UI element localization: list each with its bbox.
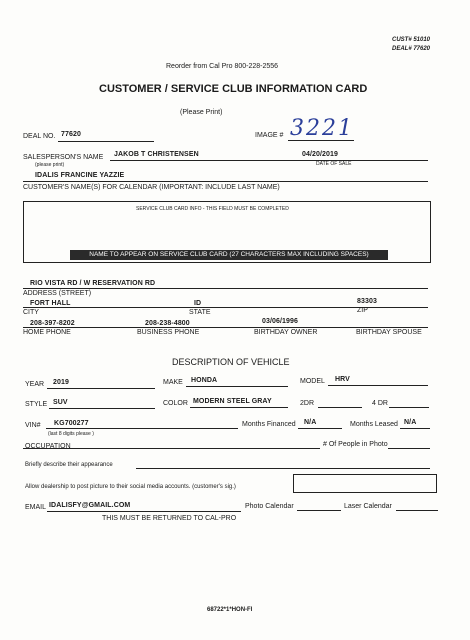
salesperson-label: SALESPERSON'S NAME bbox=[23, 154, 104, 161]
business-phone-label: BUSINESS PHONE bbox=[137, 329, 200, 336]
people-in-photo-line[interactable] bbox=[388, 448, 430, 449]
make-line bbox=[186, 386, 288, 387]
customer-line bbox=[23, 181, 428, 182]
email-line bbox=[47, 511, 241, 512]
color-line bbox=[190, 407, 288, 408]
occupation-label: OCCUPATION bbox=[25, 443, 71, 450]
laser-calendar-line[interactable] bbox=[396, 510, 438, 511]
city-label: CITY bbox=[23, 309, 39, 316]
style-value[interactable]: SUV bbox=[53, 399, 68, 406]
image-label: IMAGE # bbox=[255, 132, 284, 139]
form-title: CUSTOMER / SERVICE CLUB INFORMATION CARD bbox=[99, 83, 368, 95]
vin-value[interactable]: KG700277 bbox=[54, 420, 89, 427]
deal-value[interactable]: 77620 bbox=[61, 131, 81, 138]
vin-label: VIN# bbox=[25, 422, 41, 429]
make-value[interactable]: HONDA bbox=[191, 377, 218, 384]
deal-label: DEAL NO. bbox=[23, 133, 56, 140]
color-value[interactable]: MODERN STEEL GRAY bbox=[193, 398, 272, 405]
zip-label: ZIP bbox=[357, 307, 368, 314]
people-in-photo-label: # Of People in Photo bbox=[323, 441, 388, 448]
style-label: STYLE bbox=[25, 401, 48, 408]
city-value[interactable]: FORT HALL bbox=[30, 300, 71, 307]
appearance-label: Briefly describe their appearance bbox=[25, 462, 113, 468]
home-phone-value[interactable]: 208-397-8202 bbox=[30, 320, 75, 327]
email-label: EMAIL bbox=[25, 504, 47, 511]
laser-calendar-label: Laser Calendar bbox=[344, 503, 392, 510]
vehicle-heading: DESCRIPTION OF VEHICLE bbox=[172, 357, 290, 367]
state-value[interactable]: ID bbox=[194, 300, 202, 307]
deal-line bbox=[58, 141, 154, 142]
service-club-name-bar: NAME TO APPEAR ON SERVICE CLUB CARD (27 CHARACTERS MAX INCLUDING SPACES) bbox=[70, 250, 388, 260]
street-line bbox=[23, 288, 428, 289]
customer-number: CUST# 51010 bbox=[392, 37, 431, 43]
appearance-line[interactable] bbox=[136, 468, 430, 469]
reorder-note: Reorder from Cal Pro 800-228-2556 bbox=[166, 63, 279, 70]
year-label: YEAR bbox=[25, 381, 45, 388]
phone-line bbox=[23, 327, 428, 328]
home-phone-label: HOME PHONE bbox=[23, 329, 71, 336]
months-financed-line bbox=[298, 428, 342, 429]
zip-value[interactable]: 83303 bbox=[357, 298, 377, 305]
four-door-label: 4 DR bbox=[372, 400, 388, 407]
make-label: MAKE bbox=[163, 379, 183, 386]
two-door-label: 2DR bbox=[300, 400, 315, 407]
birthday-owner-label: BIRTHDAY OWNER bbox=[254, 329, 318, 336]
color-label: COLOR bbox=[163, 400, 188, 407]
customer-name-value[interactable]: IDALIS FRANCINE YAZZIE bbox=[35, 172, 125, 179]
model-label: MODEL bbox=[300, 378, 325, 385]
four-door-line[interactable] bbox=[389, 407, 429, 408]
salesperson-value[interactable]: JAKOB T CHRISTENSEN bbox=[114, 151, 199, 158]
social-media-label: Allow dealership to post picture to their social media accounts. (customer's sig.) bbox=[25, 484, 236, 490]
date-of-sale-value[interactable]: 04/20/2019 bbox=[302, 151, 339, 158]
photo-calendar-line[interactable] bbox=[297, 510, 341, 511]
model-value[interactable]: HRV bbox=[335, 376, 350, 383]
months-financed-label: Months Financed bbox=[242, 421, 296, 428]
email-value[interactable]: IDALISFY@GMAIL.COM bbox=[49, 502, 131, 509]
months-leased-label: Months Leased bbox=[350, 421, 398, 428]
image-number-handwritten[interactable]: 3221 bbox=[290, 116, 354, 141]
street-value[interactable]: RIO VISTA RD / W RESERVATION RD bbox=[30, 280, 156, 287]
vin-line bbox=[46, 428, 238, 429]
months-financed-value[interactable]: N/A bbox=[304, 419, 317, 426]
birthday-owner-value[interactable]: 03/06/1996 bbox=[262, 318, 299, 325]
date-of-sale-label: DATE OF SALE bbox=[316, 161, 352, 167]
street-label: ADDRESS (STREET) bbox=[23, 290, 92, 297]
two-door-line[interactable] bbox=[318, 407, 362, 408]
months-leased-value[interactable]: N/A bbox=[404, 419, 417, 426]
salesperson-sublabel: (please print) bbox=[35, 162, 65, 168]
customer-signature-box[interactable] bbox=[293, 474, 437, 493]
business-phone-value[interactable]: 208-238-4800 bbox=[145, 320, 190, 327]
service-club-header: SERVICE CLUB CARD INFO - THIS FIELD MUST BE COMPLETED bbox=[136, 206, 289, 212]
deal-number-header: DEAL# 77620 bbox=[392, 46, 431, 52]
please-print-note: (Please Print) bbox=[180, 109, 223, 116]
year-value[interactable]: 2019 bbox=[53, 379, 69, 386]
vin-sublabel: (last 8 digits please ) bbox=[48, 431, 94, 437]
form-code: 68722*1*HON-FI bbox=[207, 607, 253, 613]
months-leased-line bbox=[400, 428, 430, 429]
salesperson-line bbox=[110, 160, 428, 161]
photo-calendar-label: Photo Calendar bbox=[245, 503, 294, 510]
state-label: STATE bbox=[189, 309, 211, 316]
return-note: THIS MUST BE RETURNED TO CAL-PRO bbox=[102, 515, 237, 522]
style-line bbox=[49, 408, 155, 409]
year-line bbox=[47, 388, 155, 389]
customer-name-label: CUSTOMER'S NAME(S) FOR CALENDAR (IMPORTANT: INCLUDE LAST NAME) bbox=[23, 184, 280, 191]
model-line bbox=[328, 385, 428, 386]
birthday-spouse-label: BIRTHDAY SPOUSE bbox=[356, 329, 422, 336]
